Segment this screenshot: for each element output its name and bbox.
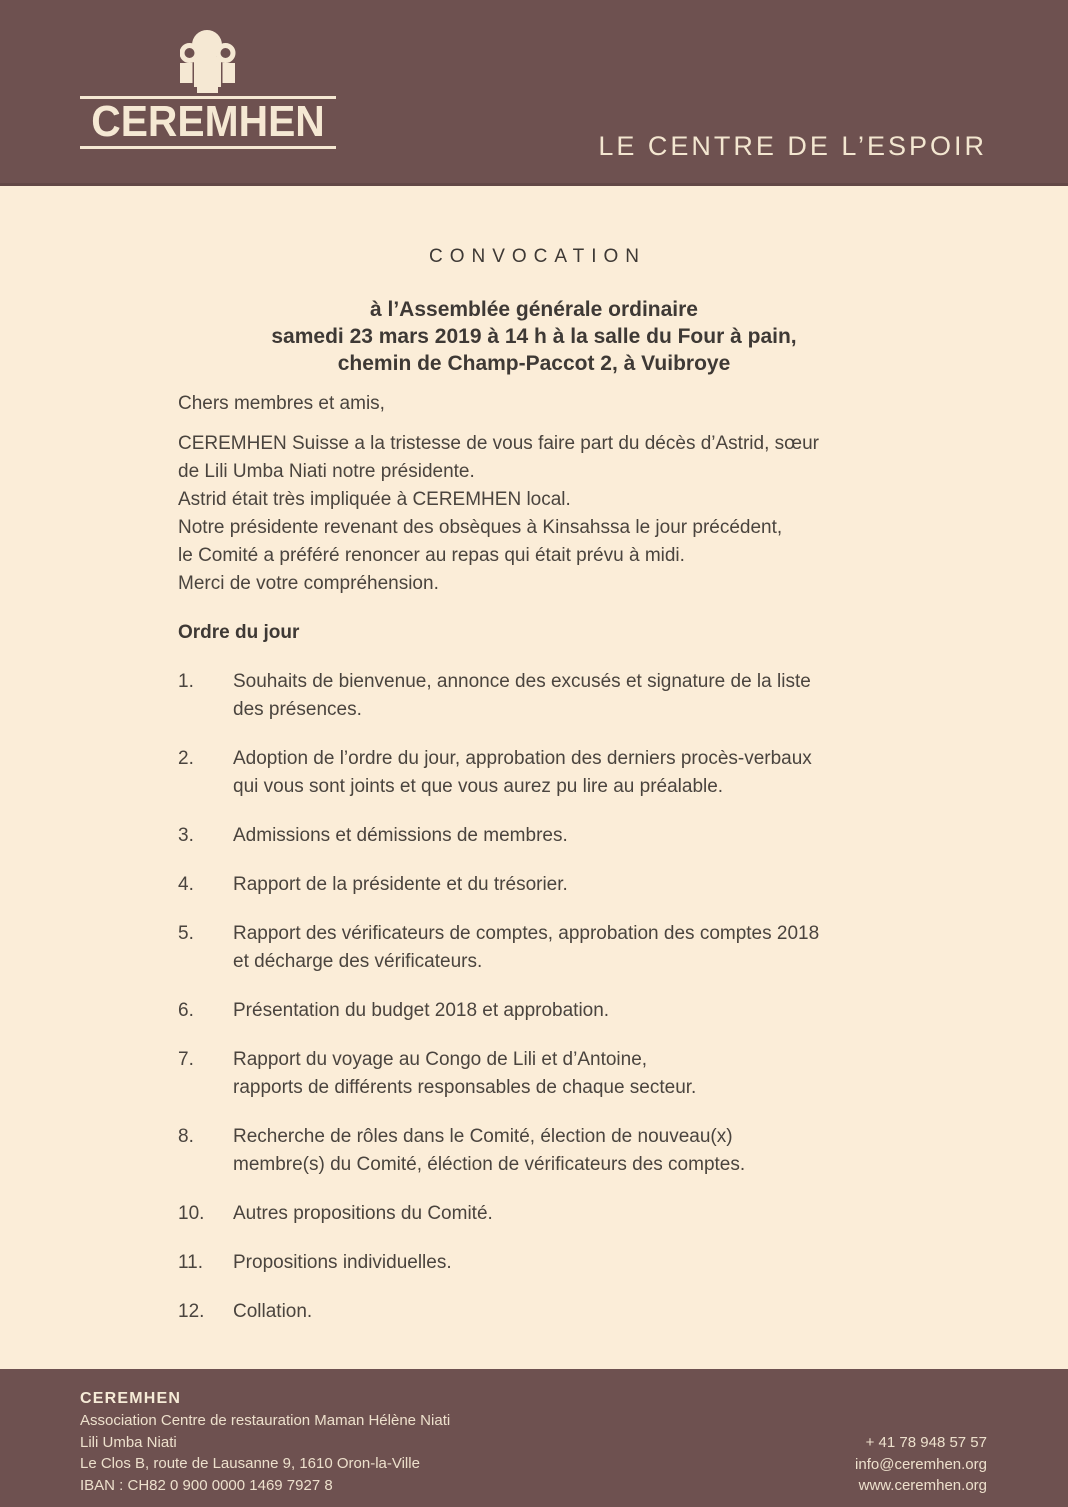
agenda-line: rapports de différents responsables de chaque secteur. <box>233 1077 697 1098</box>
agenda-item-text <box>233 871 890 899</box>
agenda-item-text <box>233 822 890 850</box>
agenda-item <box>178 745 890 801</box>
header <box>0 0 1068 186</box>
body-line: Astrid était très impliquée à CEREMHEN local. <box>178 489 571 510</box>
footer-address-line: Le Clos B, route de Lausanne 9, 1610 Oron-la-Ville <box>80 1455 420 1472</box>
agenda-line: Rapport de la présidente et du trésorier. <box>233 874 568 895</box>
body-line: le Comité a préféré renoncer au repas qui était prévu à midi. <box>178 545 685 566</box>
footer-contact-block <box>855 1432 987 1507</box>
agenda-item-text <box>233 1298 890 1326</box>
agenda-line: et décharge des vérificateurs. <box>233 951 483 972</box>
footer-email: info@ceremhen.org <box>855 1455 987 1473</box>
agenda-item-number: 11. <box>178 1252 204 1273</box>
footer <box>0 1369 1068 1507</box>
agenda-line: Recherche de rôles dans le Comité, élection de nouveau(x) <box>233 1126 733 1147</box>
body-line: Notre présidente revenant des obsèques à Kinsahssa le jour précédent, <box>178 517 783 538</box>
agenda-item <box>178 1123 890 1179</box>
subtitle-line: samedi 23 mars 2019 à 14 h à la salle du Four à pain, <box>271 325 797 348</box>
agenda-line: Propositions individuelles. <box>233 1252 452 1273</box>
agenda-line: Collation. <box>233 1301 313 1322</box>
agenda-item-number: 4. <box>178 874 194 895</box>
agenda-line: des présences. <box>233 699 362 720</box>
agenda-item <box>178 1298 890 1326</box>
footer-address-block <box>80 1388 450 1507</box>
agenda-item-text <box>233 997 890 1025</box>
agenda-item-number: 5. <box>178 923 194 944</box>
footer-address-line: Association Centre de restauration Maman Hélène Niati <box>80 1412 451 1429</box>
agenda-item-number: 3. <box>178 825 194 846</box>
agenda-line: Présentation du budget 2018 et approbation. <box>233 1000 610 1021</box>
agenda-line: qui vous sont joints et que vous aurez pu lire au préalable. <box>233 776 724 797</box>
footer-iban-line: IBAN : CH82 0 900 0000 1469 7927 8 <box>80 1476 333 1494</box>
agenda-line: Admissions et démissions de membres. <box>233 825 568 846</box>
subtitle-line: à l’Assemblée générale ordinaire <box>370 298 698 321</box>
agenda-line: Autres propositions du Comité. <box>233 1203 493 1224</box>
agenda-item <box>178 822 890 850</box>
agenda-item <box>178 997 890 1025</box>
subtitle-line: chemin de Champ-Paccot 2, à Vuibroye <box>337 352 731 375</box>
footer-website: www.ceremhen.org <box>858 1477 987 1494</box>
agenda-list <box>178 668 890 1326</box>
logo-people-icon <box>80 28 336 96</box>
agenda-item-text <box>233 1046 890 1102</box>
agenda-item-text <box>233 1249 890 1277</box>
agenda-item-text <box>233 668 890 724</box>
body-line: Merci de votre compréhension. <box>178 573 439 594</box>
agenda-item-text <box>233 920 890 976</box>
agenda-heading: Ordre du jour <box>178 622 300 643</box>
convocation-title: CONVOCATION <box>428 246 647 267</box>
agenda-line: membre(s) du Comité, éléction de vérificateurs des comptes. <box>233 1154 746 1175</box>
agenda-item-number: 2. <box>178 748 194 769</box>
logo-wordmark: CEREMHEN <box>91 98 325 146</box>
body-line: de Lili Umba Niati notre présidente. <box>178 461 475 482</box>
meeting-subtitle <box>178 296 890 377</box>
agenda-item-text <box>233 1200 890 1228</box>
agenda-item-text <box>233 745 890 801</box>
footer-address-line: Lili Umba Niati <box>80 1433 177 1451</box>
body-paragraph <box>178 430 890 598</box>
agenda-item-number: 8. <box>178 1126 194 1147</box>
agenda-item-number: 10. <box>178 1203 205 1224</box>
agenda-item <box>178 1249 890 1277</box>
agenda-line: Rapport du voyage au Congo de Lili et d’Antoine, <box>233 1049 648 1070</box>
agenda-item-number: 12. <box>178 1301 205 1322</box>
agenda-item-number: 7. <box>178 1049 194 1070</box>
agenda-item <box>178 871 890 899</box>
footer-phone: + 41 78 948 57 57 <box>865 1434 987 1451</box>
agenda-item <box>178 1046 890 1102</box>
agenda-line: Adoption de l’ordre du jour, approbation des derniers procès-verbaux <box>233 748 812 769</box>
agenda-item <box>178 668 890 724</box>
letter-body <box>0 189 1068 1369</box>
body-line: CEREMHEN Suisse a la tristesse de vous faire part du décès d’Astrid, sœur <box>178 433 819 454</box>
agenda-item-text <box>233 1123 890 1179</box>
agenda-item <box>178 920 890 976</box>
agenda-item <box>178 1200 890 1228</box>
agenda-item-number: 1. <box>178 671 194 692</box>
logo <box>80 28 336 149</box>
salutation: Chers membres et amis, <box>178 393 385 414</box>
header-tagline: LE CENTRE DE L’ESPOIR <box>598 131 987 161</box>
agenda-item-number: 6. <box>178 1000 194 1021</box>
agenda-line: Souhaits de bienvenue, annonce des excusés et signature de la liste <box>233 671 811 692</box>
agenda-line: Rapport des vérificateurs de comptes, approbation des comptes 2018 <box>233 923 820 944</box>
footer-org-name: CEREMHEN <box>80 1390 182 1407</box>
